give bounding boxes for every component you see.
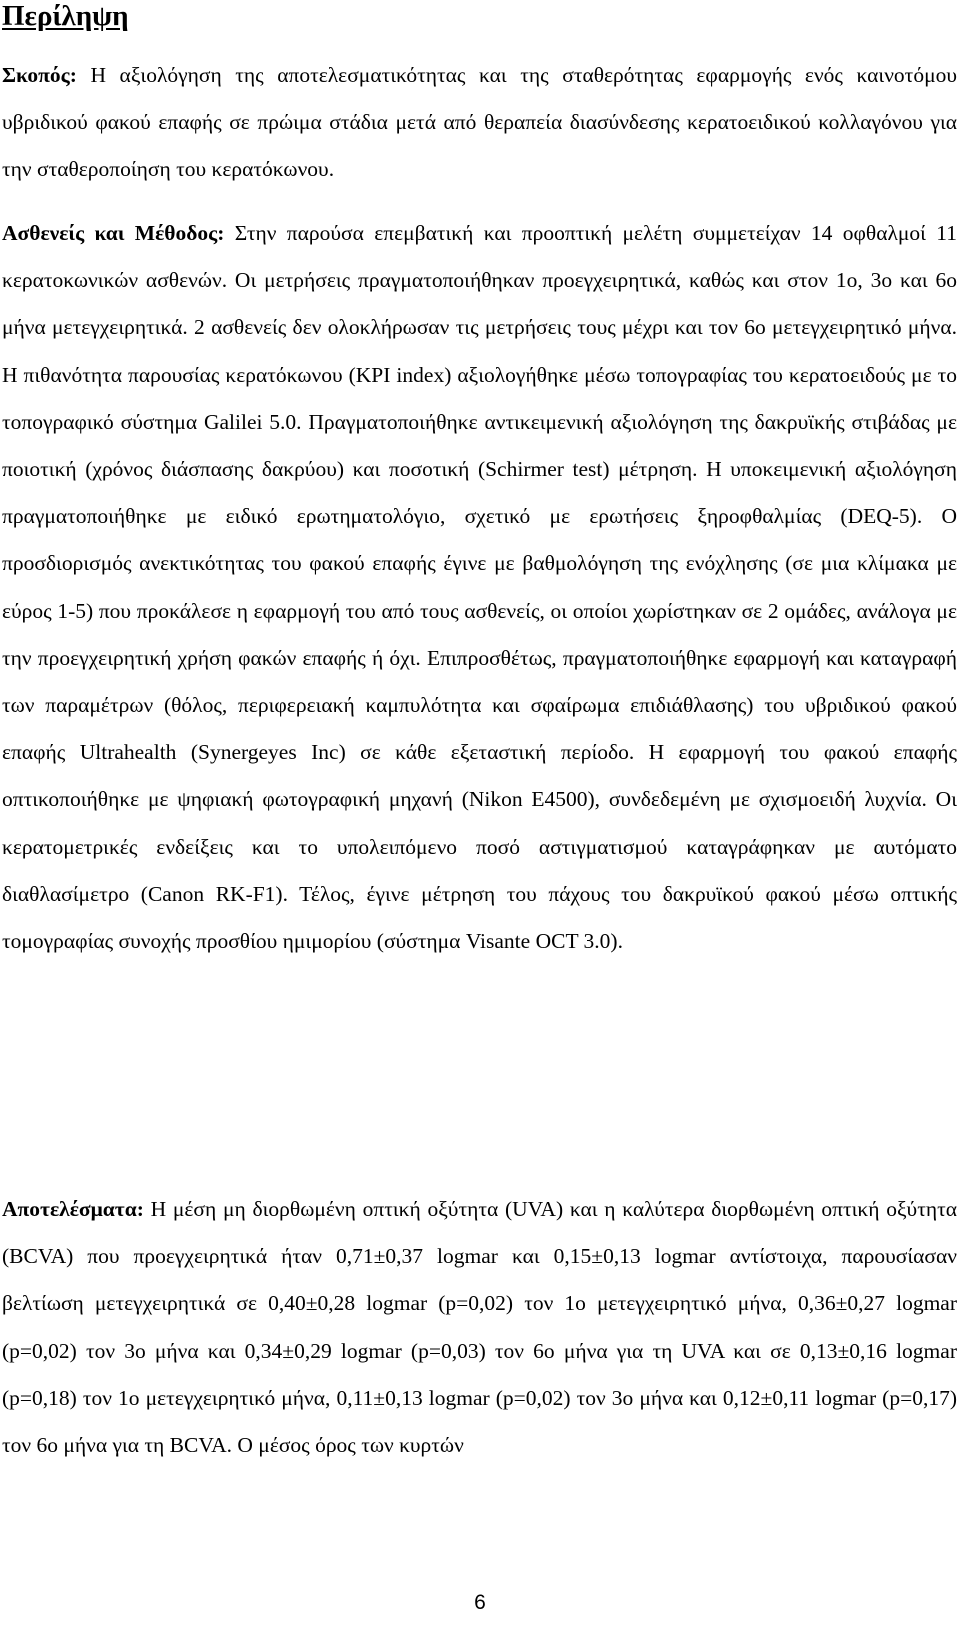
methods-paragraph: [2, 210, 957, 965]
aim-paragraph: [2, 52, 957, 194]
results-label: Αποτελέσματα:: [2, 1197, 144, 1221]
results-text: Η μέση μη διορθωμένη οπτική οξύτητα (UVA) και η καλύτερα διορθωμένη οπτική οξύτητα (BCVA) που προεγχειρητικά ήταν 0,71±0,37 logmar και 0,15±0,13 logmar αντίστοιχα, παρουσίασαν βελτίωση μετεγχειρητικά σε 0,40±0,28 logmar (p=0,02) τον 1ο μετεγχειρητικό μήνα, 0,36±0,27 logmar (p=0,02) τον 3ο μήνα και 0,34±0,29 logmar (p=0,03) τον 6ο μήνα για τη UVA και σε 0,13±0,16 logmar (p=0,18) τον 1ο μετεγχειρητικό μήνα, 0,11±0,13 logmar (p=0,02) τον 3ο μήνα και 0,12±0,11 logmar (p=0,17) τον 6ο μήνα για τη BCVA. Ο μέσος όρος των κυρτών: [2, 1197, 957, 1458]
section-heading: Περίληψη: [2, 0, 129, 32]
page-number: 6: [474, 1591, 486, 1614]
methods-text: Στην παρούσα επεμβατική και προοπτική μελέτη συμμετείχαν 14 οφθαλμοί 11 κερατοκωνικών ασθενών. Οι μετρήσεις πραγματοποιήθηκαν προεγχειρητικά, καθώς και στον 1ο, 3ο και 6ο μήνα μετεγχειρητικά. 2 ασθενείς δεν ολοκλήρωσαν τις μετρήσεις τους μέχρι και τον 6ο μετεγχειρητικό μήνα. Η πιθανότητα παρουσίας κερατόκωνου (KPI index) αξιολογήθηκε μέσω τοπογραφίας του κερατοειδούς με το τοπογραφικό σύστημα Galilei 5.0. Πραγματοποιήθηκε αντικειμενική αξιολόγηση της δακρυϊκής στιβάδας με ποιοτική (χρόνος διάσπασης δακρύου) και ποσοτική (Schirmer test) μέτρηση. Η υποκειμενική αξιολόγηση πραγματοποιήθηκε με ειδικό ερωτηματολόγιο, σχετικό με ερωτήσεις ξηροφθαλμίας (DEQ-5). Ο προσδιορισμός ανεκτικότητας του φακού επαφής έγινε με βαθμολόγηση της ενόχλησης (σε μια κλίμακα με εύρος 1-5) που προκάλεσε η εφαρμογή του από τους ασθενείς, οι οποίοι χωρίστηκαν σε 2 ομάδες, ανάλογα με την προεγχειρητική χρήση φακών επαφής ή όχι. Επιπροσθέτως, πραγματοποιήθηκε εφαρμογή και καταγραφή των παραμέτρων (θόλος, περιφερειακή καμπυλότητα και σφαίρωμα επιδιάθλασης) του υβριδικού φακού επαφής Ultrahealth (Synergeyes Inc) σε κάθε εξεταστική περίοδο. Η εφαρμογή του φακού επαφής οπτικοποιήθηκε με ψηφιακή φωτογραφική μηχανή (Nikon E4500), συνδεδεμένη με σχισμοειδή λυχνία. Οι κερατομετρικές ενδείξεις και το υπολειπόμενο ποσό αστιγματισμού καταγράφηκαν με αυτόματο διαθλασίμετρο (Canon RK-F1). Τέλος, έγινε μέτρηση του πάχους του δακρυϊκού φακού μέσω οπτικής τομογραφίας συνοχής προσθίου ημιμορίου (σύστημα Visante OCT 3.0).: [2, 221, 957, 954]
aim-text: Η αξιολόγηση της αποτελεσματικότητας και της σταθερότητας εφαρμογής ενός καινοτόμου υβριδικού φακού επαφής σε πρώιμα στάδια μετά από θεραπεία διασύνδεσης κερατοειδικού κολλαγόνου για την σταθεροποίηση του κερατόκωνου.: [2, 63, 957, 182]
results-paragraph: [2, 1186, 957, 1469]
aim-label: Σκοπός:: [2, 63, 77, 87]
methods-label: Ασθενείς και Μέθοδος:: [2, 221, 225, 245]
